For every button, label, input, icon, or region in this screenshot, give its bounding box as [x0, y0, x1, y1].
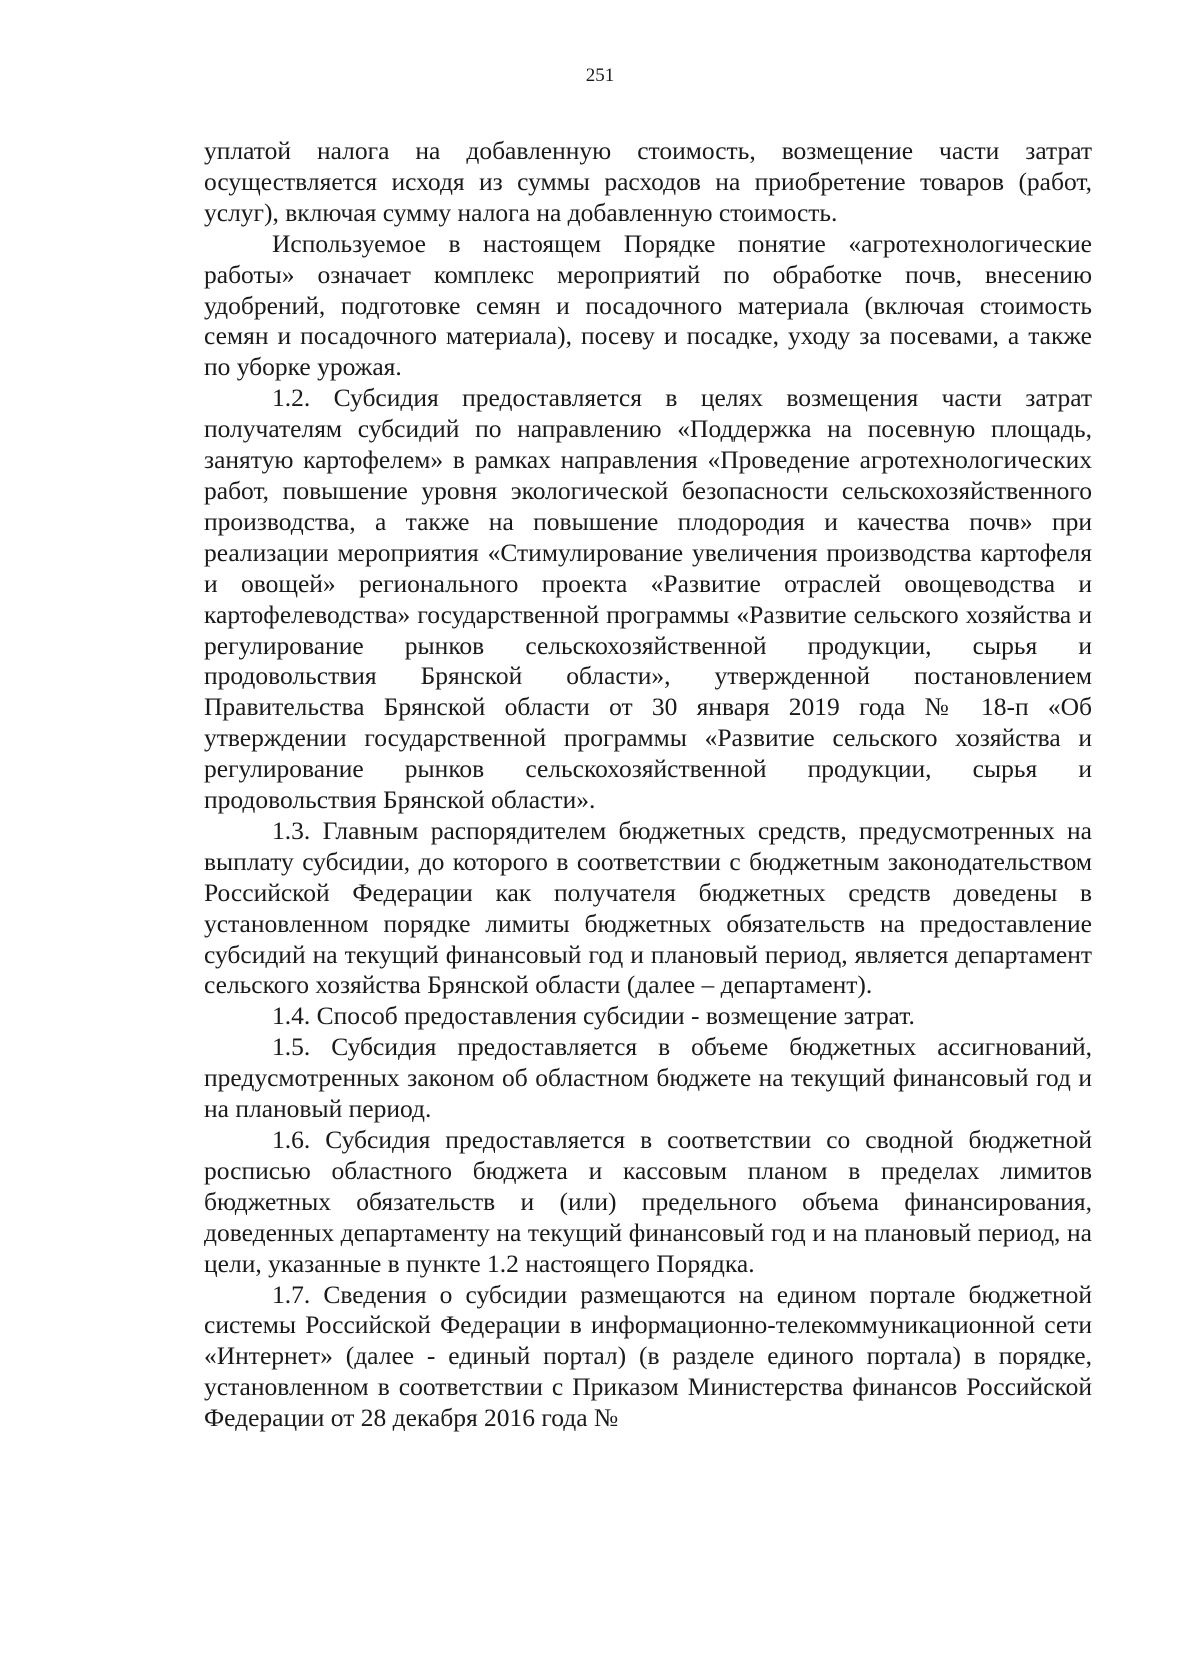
paragraph-1-7: 1.7. Сведения о субсидии размещаются на едином портале бюджетной системы Российской Федерации в информационно-телекоммуникационной сети «Интернет» (далее - единый портал) (в разделе единого портала) в порядке, установленном в соответствии с Приказом Министерства финансов Российской Федерации от 28 декабря 2016 года № [204, 1279, 1092, 1433]
paragraph-agrotech-definition: Используемое в настоящем Порядке понятие «агротехнологические работы» означает комплекс мероприятий по обработке почв, внесению удобрений, подготовке семян и посадочного материала (включая стоимость семян и посадочного материала), посеву и посадке, уходу за посевами, а также по уборке урожая. [204, 228, 1092, 382]
paragraph-1-5: 1.5. Субсидия предоставляется в объеме бюджетных ассигнований, предусмотренных законом об областном бюджете на текущий финансовый год и на плановый период. [204, 1032, 1092, 1124]
paragraph-1-2: 1.2. Субсидия предоставляется в целях возмещения части затрат получателям субсидий по направлению «Поддержка на посевную площадь, занятую картофелем» в рамках направления «Проведение агротехнологических работ, повышение уровня экологической безопасности сельскохозяйственного производства, а также на повышение плодородия и качества почв» при реализации мероприятия «Стимулирование увеличения производства картофеля и овощей» регионального проекта «Развитие отраслей овощеводства и картофелеводства» государственной программы «Развитие сельского хозяйства и регулирование рынков сельскохозяйственной продукции, сырья и продовольствия Брянской области», утвержденной постановлением Правительства Брянской области от 30 января 2019 года № 18-п «Об утверждении государственной программы «Развитие сельского хозяйства и регулирование рынков сельскохозяйственной продукции, сырья и продовольствия Брянской области». [204, 383, 1092, 815]
document-body [204, 136, 1092, 1434]
paragraph-1-3: 1.3. Главным распорядителем бюджетных средств, предусмотренных на выплату субсидии, до которого в соответствии с бюджетным законодательством Российской Федерации как получателя бюджетных средств доведены в установленном порядке лимиты бюджетных обязательств на предоставление субсидий на текущий финансовый год и плановый период, является департамент сельского хозяйства Брянской области (далее – департамент). [204, 815, 1092, 1000]
paragraph-1-4: 1.4. Способ предоставления субсидии - возмещение затрат. [272, 1001, 915, 1031]
page-number: 251 [585, 65, 615, 86]
paragraph-1-6: 1.6. Субсидия предоставляется в соответствии со сводной бюджетной росписью областного бюджета и кассовым планом в пределах лимитов бюджетных обязательств и (или) предельного объема финансирования, доведенных департаменту на текущий финансовый год и на плановый период, на цели, указанные в пункте 1.2 настоящего Порядка. [204, 1125, 1092, 1278]
paragraph-continuation: уплатой налога на добавленную стоимость, возмещение части затрат осуществляется исходя из суммы расходов на приобретение товаров (работ, услуг), включая сумму налога на добавленную стоимость. [204, 136, 1092, 227]
